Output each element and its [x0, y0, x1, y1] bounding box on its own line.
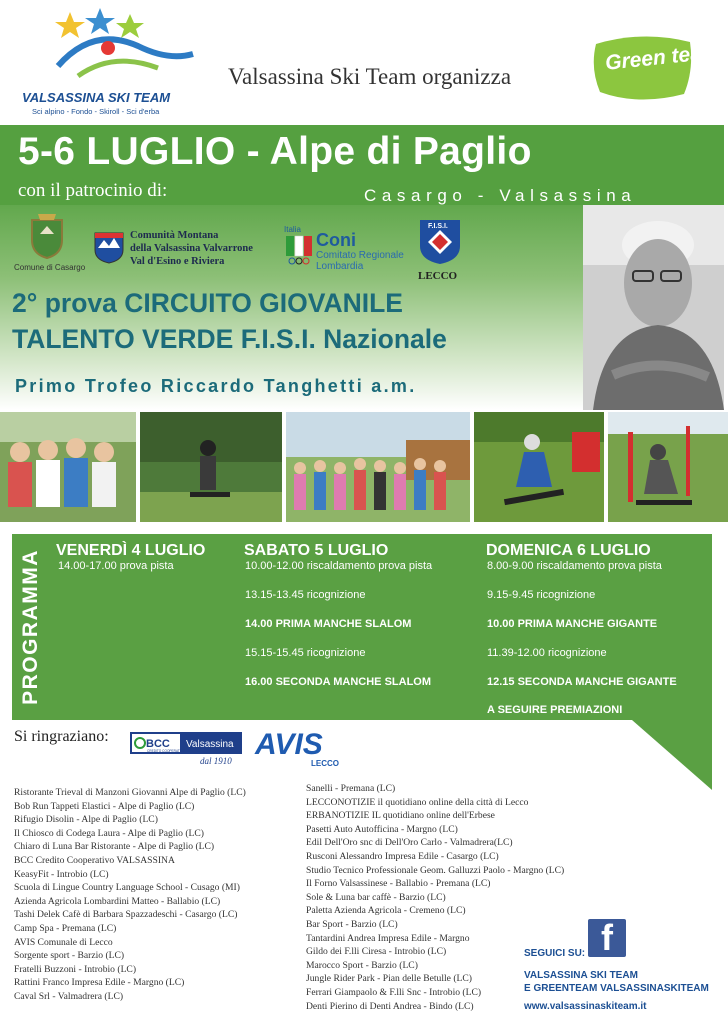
sponsor-item: Chiaro di Luna Bar Ristorante - Alpe di Paglio (LC) — [14, 841, 215, 853]
thanks-label: Si ringraziano: — [14, 728, 109, 745]
programme-vertical-label — [12, 534, 50, 720]
photo-strip — [0, 412, 724, 522]
circuit-title-line-1: 2° prova CIRCUITO GIOVANILE — [12, 288, 403, 318]
bcc-valsassina: Valsassina — [186, 739, 234, 750]
social-team-line-2: E GREENTEAM VALSASSINASKITEAM — [524, 983, 709, 994]
sponsor-item: Pasetti Auto Autofficina - Margno (LC) — [306, 823, 458, 835]
comunita-line-2: della Valsassina Valvarrone — [130, 243, 253, 254]
sponsor-item: Bob Run Tappeti Elastici - Alpe di Paglio (LC) — [14, 800, 195, 812]
sponsor-item: Rifugio Disolin - Alpe di Paglio (LC) — [14, 814, 158, 826]
circuit-title-line-2: TALENTO VERDE F.I.S.I. Nazionale — [12, 324, 447, 354]
sponsor-item: LECCONOTIZIE il quotidiano online della città di Lecco — [306, 796, 529, 808]
sunday-item: 11.39-12.00 ricognizione — [487, 647, 607, 659]
event-location: Casargo - Valsassina — [364, 186, 637, 205]
avis-city: LECCO — [311, 759, 339, 768]
sponsor-item: KeasyFit - Introbio (LC) — [14, 868, 109, 880]
fisi-text: F.I.S.I. — [428, 223, 448, 230]
avis-logo — [253, 728, 349, 768]
avis-text: AVIS — [255, 728, 323, 761]
sunday-title: DOMENICA 6 LUGLIO — [486, 542, 651, 559]
sponsor-item: Edil Dell'Oro snc di Dell'Oro Carlo - Valmadrera(LC) — [306, 837, 513, 849]
green-team-logo — [588, 30, 722, 106]
bcc-subtext: CREDITO COOPERATIVO — [147, 749, 186, 753]
sponsor-item: Denti Pierino di Denti Andrea - Bindo (LC) — [306, 1000, 474, 1012]
comunita-montana-label — [130, 229, 253, 268]
comunita-line-3: Val d'Esino e Riviera — [130, 256, 225, 267]
programme-label: PROGRAMMA — [19, 549, 43, 705]
website-link[interactable]: www.valsassinaskiteam.it — [524, 1001, 647, 1012]
sponsor-item: Sole & Luna bar caffè - Barzio (LC) — [306, 891, 446, 903]
photo-gate-racer — [608, 412, 728, 522]
fisi-logo-icon — [416, 216, 464, 266]
sponsor-item: Paletta Azienda Agricola - Cremeno (LC) — [306, 905, 466, 917]
sponsor-item: Ferrari Giampaolo & F.lli Snc - Introbio (LC) — [306, 986, 482, 998]
photo-skiroll-racer — [140, 412, 282, 522]
trophy-title: Primo Trofeo Riccardo Tanghetti a.m. — [15, 376, 417, 396]
sponsor-item: ERBANOTIZIE IL quotidiano online dell'Erbese — [306, 810, 495, 822]
sponsor-item: Jungle Rider Park - Pian delle Betulle (LC) — [306, 973, 472, 985]
bcc-logo — [130, 732, 242, 766]
logo-name: VALSASSINA SKI TEAM — [22, 90, 171, 105]
sponsor-item: Fratelli Buzzoni - Introbio (LC) — [14, 963, 137, 975]
coni-sub-2: Lombardia — [316, 261, 364, 272]
bcc-text: BCC — [146, 738, 170, 750]
portrait-photo — [583, 205, 724, 410]
friday-title: VENERDÌ 4 LUGLIO — [56, 542, 206, 559]
sponsor-item: Rattini Franco Impresa Edile - Margno (LC) — [14, 977, 185, 989]
sponsor-item: Bar Sport - Barzio (LC) — [306, 918, 398, 930]
saturday-item: 10.00-12.00 riscaldamento prova pista — [245, 560, 433, 572]
bcc-since: dal 1910 — [200, 756, 232, 766]
comunita-line-1: Comunità Montana — [130, 230, 219, 241]
sponsor-item: Rusconi Alessandro Impresa Edile - Casargo (LC) — [306, 850, 499, 862]
green-team-text: Green team — [604, 39, 722, 75]
sunday-item: 9.15-9.45 ricognizione — [487, 589, 596, 601]
sponsor-item: Camp Spa - Premana (LC) — [14, 922, 117, 934]
patronage-label: con il patrocinio di: — [18, 180, 168, 201]
sponsor-item: Marocco Sport - Barzio (LC) — [306, 959, 418, 971]
sponsor-item: Gildo dei F.lli Ciresa - Introbio (LC) — [306, 946, 447, 958]
photo-team-group — [286, 412, 470, 522]
sponsor-item: Il Chiosco di Codega Laura - Alpe di Paglio (LC) — [14, 827, 204, 839]
sponsor-item: Sanelli - Premana (LC) — [306, 783, 396, 794]
sunday-item: 8.00-9.00 riscaldamento prova pista — [487, 560, 662, 572]
coni-logo-icon — [284, 224, 314, 266]
coni-subtitle — [316, 250, 404, 272]
organizer-line: Valsassina Ski Team organizza — [228, 64, 512, 89]
friday-item: 14.00-17.00 prova pista — [58, 560, 174, 572]
coni-italia: Italia — [284, 225, 301, 234]
sponsor-item: BCC Credito Cooperativo VALSASSINA — [14, 854, 175, 866]
casargo-label: Comune di Casargo — [14, 263, 86, 272]
sponsor-item: Studio Tecnico Professionale Geom. Galluzzi Paolo - Margno (LC) — [306, 864, 565, 876]
social-team-line-1: VALSASSINA SKI TEAM — [524, 970, 638, 981]
photo-kids — [0, 412, 136, 522]
logo-subtitle: Sci alpino - Fondo - Skiroll - Sci d'erba — [32, 107, 160, 116]
valsassina-ski-team-logo — [18, 6, 208, 118]
sponsor-item: Tashi Delek Cafè di Barbara Spazzadeschi - Casargo (LC) — [14, 909, 238, 921]
sponsor-list-left — [14, 786, 246, 1004]
fisi-lecco-label: LECCO — [418, 270, 458, 282]
saturday-item: 13.15-13.45 ricognizione — [245, 589, 366, 601]
sponsor-item: AVIS Comunale di Lecco — [14, 936, 113, 948]
sunday-item: A SEGUIRE PREMIAZIONI — [487, 704, 623, 716]
programme-arrow — [632, 720, 712, 790]
follow-us-label: SEGUICI SU: — [524, 948, 586, 959]
facebook-f-glyph: f — [601, 917, 613, 958]
saturday-item: 15.15-15.45 ricognizione — [245, 647, 366, 659]
casargo-crest-icon — [26, 210, 68, 260]
saturday-title: SABATO 5 LUGLIO — [244, 542, 389, 559]
sponsor-item: Sorgente sport - Barzio (LC) — [14, 950, 125, 962]
coni-name: Coni — [316, 230, 356, 250]
sponsor-item: Caval Srl - Valmadrera (LC) — [14, 990, 124, 1002]
sunday-item: 12.15 SECONDA MANCHE GIGANTE — [487, 676, 677, 688]
comunita-montana-crest-icon — [92, 230, 126, 264]
sunday-item: 10.00 PRIMA MANCHE GIGANTE — [487, 618, 658, 630]
sponsor-item: Tantardini Andrea Impresa Edile - Margno — [306, 932, 470, 944]
sponsor-item: Azienda Agricola Lombardini Matteo - Ballabio (LC) — [14, 895, 221, 907]
sponsor-item: Il Forno Valsassinese - Ballabio - Premana (LC) — [306, 878, 491, 890]
saturday-item: 14.00 PRIMA MANCHE SLALOM — [245, 618, 412, 630]
event-title: 5-6 LUGLIO - Alpe di Paglio — [18, 130, 532, 173]
coni-sub-1: Comitato Regionale — [316, 250, 404, 261]
saturday-item: 16.00 SECONDA MANCHE SLALOM — [245, 676, 432, 688]
sponsor-item: Scuola di Lingue Country Language School - Cusago (MI) — [14, 882, 240, 894]
sponsor-item: Ristorante Trieval di Manzoni Giovanni Alpe di Paglio (LC) — [14, 787, 246, 798]
photo-grass-ski-racer — [474, 412, 604, 522]
